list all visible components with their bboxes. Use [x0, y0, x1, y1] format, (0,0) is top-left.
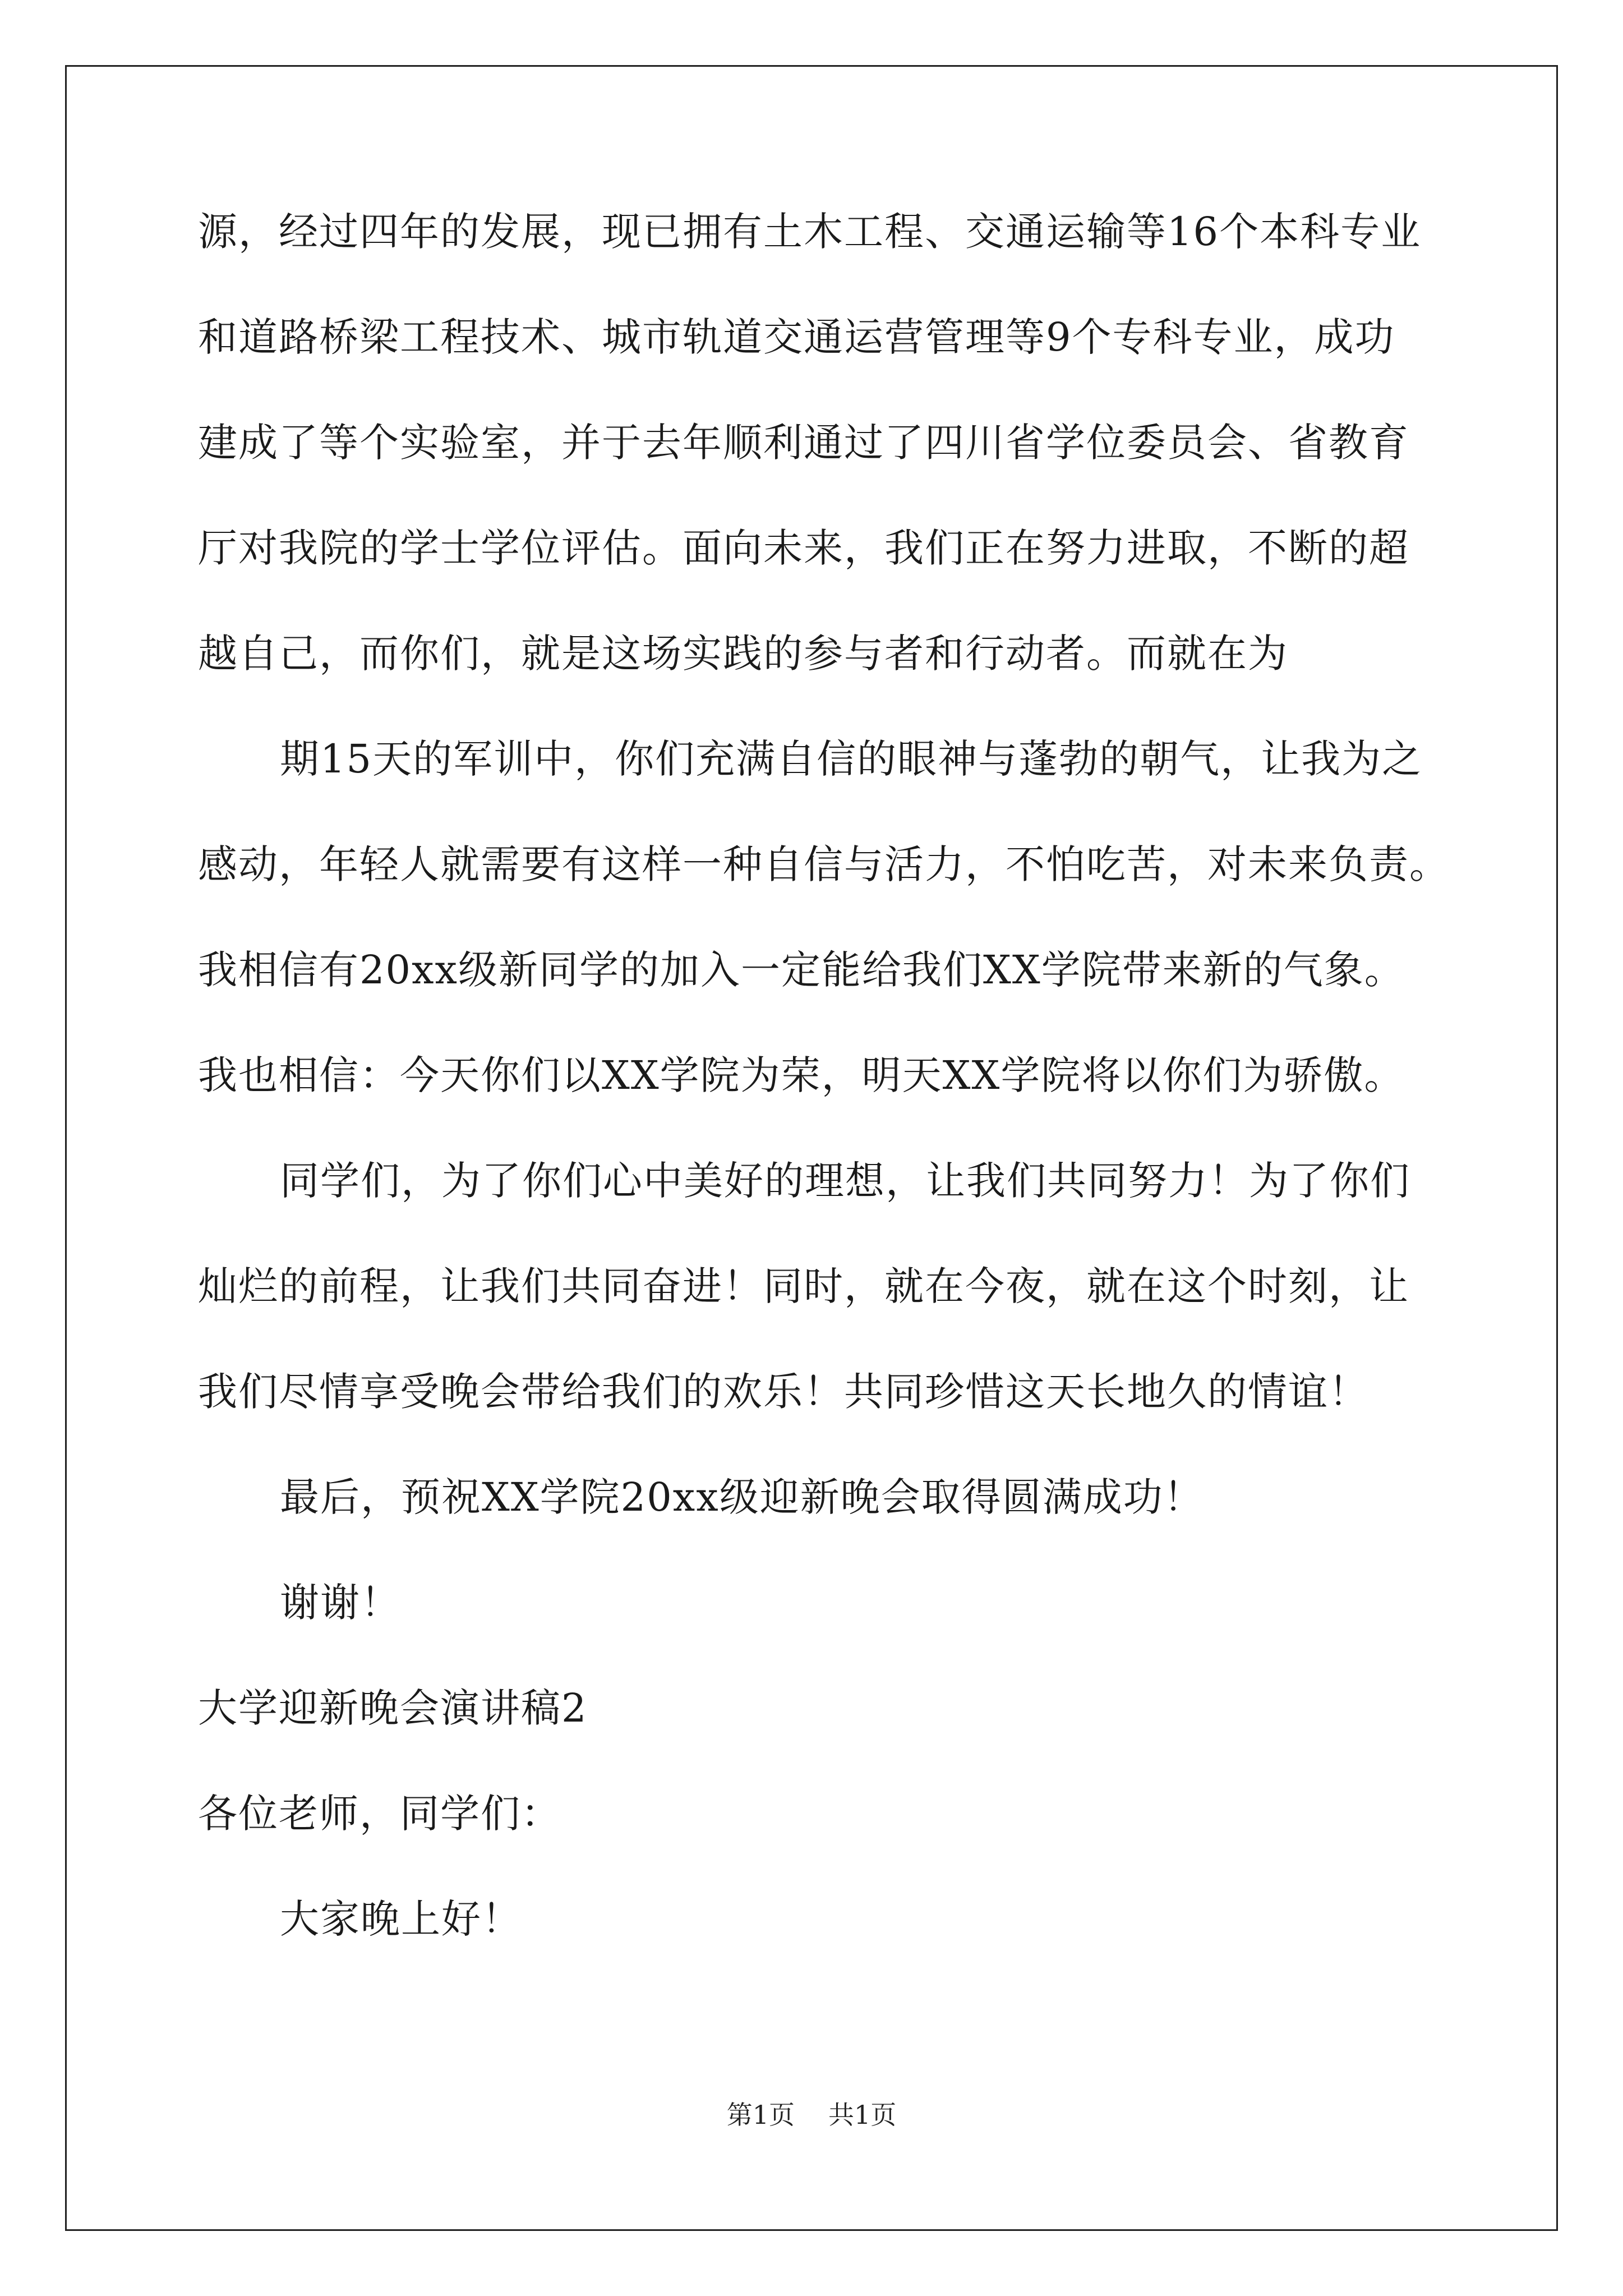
- body-line: 我相信有20xx级新同学的加入一定能给我们XX学院带来新的气象。: [198, 947, 1405, 993]
- body-line: 越自己，而你们，就是这场实践的参与者和行动者。而就在为: [198, 631, 1288, 677]
- body-line: 谢谢！: [280, 1580, 401, 1626]
- body-line: 厅对我院的学士学位评估。面向未来，我们正在努力进取，不断的超: [198, 525, 1409, 571]
- body-line: 期15天的军训中，你们充满自信的眼神与蓬勃的朝气，让我为之: [280, 736, 1423, 782]
- body-line: 我们尽情享受晚会带给我们的欢乐！共同珍惜这天长地久的情谊！: [198, 1369, 1369, 1415]
- body-line: 我也相信：今天你们以XX学院为荣，明天XX学院将以你们为骄傲。: [198, 1052, 1405, 1098]
- page-footer: [0, 2098, 1623, 2132]
- body-line: 最后，预祝XX学院20xx级迎新晚会取得圆满成功！: [280, 1474, 1204, 1520]
- body-line: 灿烂的前程，让我们共同奋进！同时，就在今夜，就在这个时刻，让: [198, 1263, 1409, 1309]
- section-heading: 大学迎新晚会演讲稿2: [198, 1685, 588, 1731]
- page-number-current: 第1页: [726, 2100, 795, 2130]
- body-line: 源，经过四年的发展，现已拥有土木工程、交通运输等16个本科专业: [198, 209, 1422, 255]
- page-number-total: 共1页: [828, 2100, 897, 2130]
- body-line: 和道路桥梁工程技术、城市轨道交通运营管理等9个专科专业，成功: [198, 314, 1395, 360]
- greeting-line: 大家晚上好！: [280, 1896, 522, 1942]
- body-line: 感动，年轻人就需要有这样一种自信与活力，不怕吃苦，对未来负责。: [198, 841, 1450, 887]
- body-line: 同学们，为了你们心中美好的理想，让我们共同努力！为了你们: [280, 1158, 1410, 1204]
- salutation-line: 各位老师，同学们：: [198, 1791, 561, 1837]
- body-line: 建成了等个实验室，并于去年顺利通过了四川省学位委员会、省教育: [198, 420, 1409, 466]
